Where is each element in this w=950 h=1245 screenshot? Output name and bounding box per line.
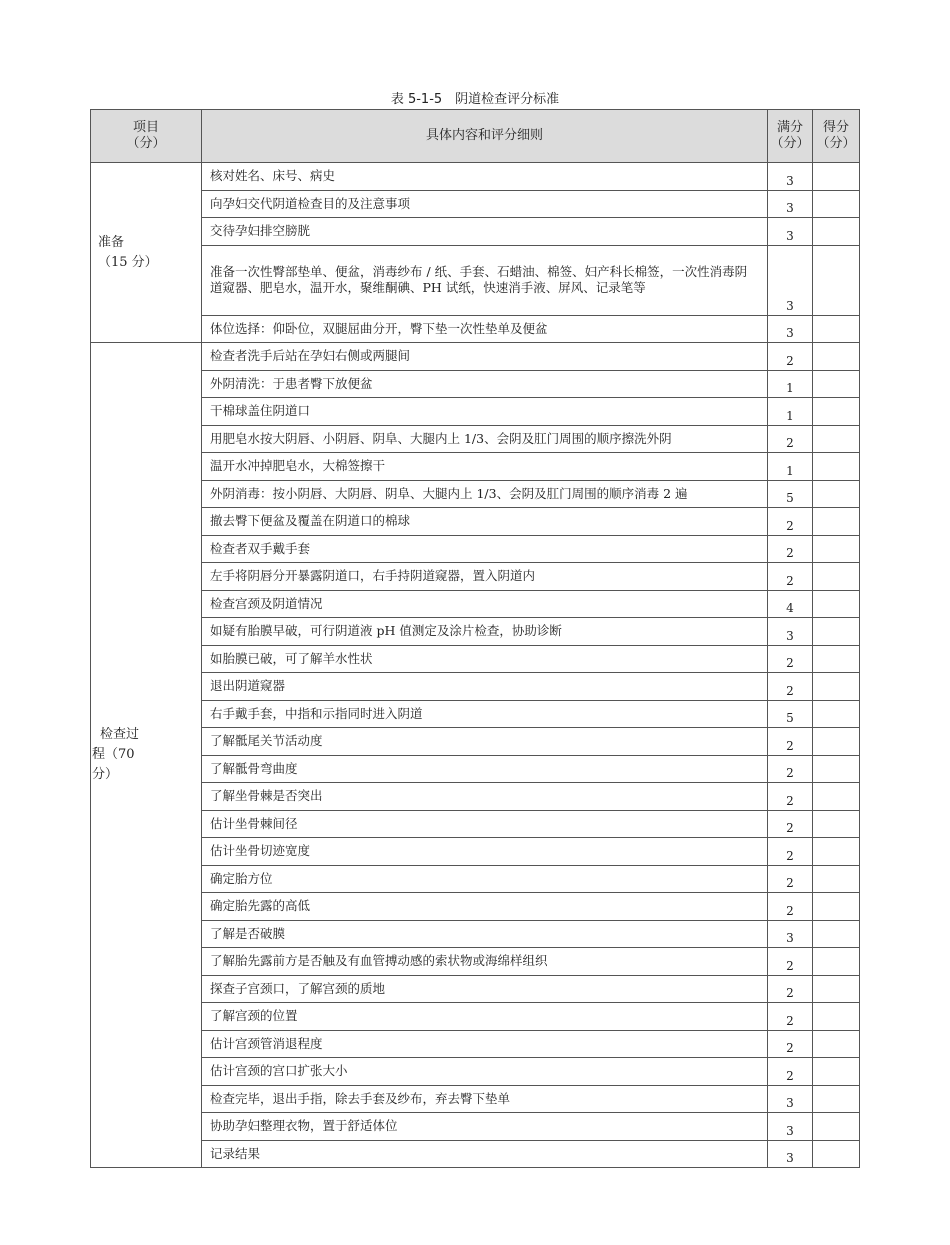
table-row	[91, 1113, 860, 1141]
scoring-table	[90, 109, 860, 1168]
table-row	[91, 315, 860, 343]
full-score: 2	[768, 1030, 813, 1058]
full-score: 1	[768, 370, 813, 398]
full-score: 3	[768, 618, 813, 646]
full-score: 2	[768, 563, 813, 591]
table-row	[91, 975, 860, 1003]
earned-score-cell[interactable]	[813, 728, 860, 756]
earned-score-cell[interactable]	[813, 453, 860, 481]
full-score: 2	[768, 728, 813, 756]
earned-score-cell[interactable]	[813, 1003, 860, 1031]
earned-score-cell[interactable]	[813, 755, 860, 783]
full-score: 2	[768, 535, 813, 563]
table-row	[91, 590, 860, 618]
criteria-text: 了解骶骨弯曲度	[202, 755, 768, 783]
criteria-text: 确定胎先露的高低	[202, 893, 768, 921]
table-row	[91, 865, 860, 893]
full-score: 2	[768, 783, 813, 811]
criteria-text: 检查者双手戴手套	[202, 535, 768, 563]
earned-score-cell[interactable]	[813, 218, 860, 246]
criteria-text: 体位选择：仰卧位，双腿屈曲分开，臀下垫一次性垫单及便盆	[202, 315, 768, 343]
full-score: 2	[768, 425, 813, 453]
table-row	[91, 1030, 860, 1058]
header-row	[91, 110, 860, 163]
table-row	[91, 920, 860, 948]
full-score: 3	[768, 218, 813, 246]
earned-score-cell[interactable]	[813, 645, 860, 673]
criteria-text: 准备一次性臀部垫单、便盆，消毒纱布 / 纸、手套、石蜡油、棉签、妇产科长棉签，一次性消毒阴道窥器、肥皂水，温开水，聚维酮碘、PH 试纸，快速消手液、屏风、记录笔等	[202, 245, 768, 315]
criteria-text: 估计坐骨棘间径	[202, 810, 768, 838]
full-score: 2	[768, 865, 813, 893]
criteria-text: 探查子宫颈口，了解宫颈的质地	[202, 975, 768, 1003]
full-score: 5	[768, 700, 813, 728]
full-score: 3	[768, 245, 813, 315]
header-full-score: 满分 （分）	[768, 110, 813, 163]
criteria-text: 检查完毕，退出手指，除去手套及纱布，弃去臀下垫单	[202, 1085, 768, 1113]
criteria-text: 交待孕妇排空膀胱	[202, 218, 768, 246]
criteria-text: 用肥皂水按大阴唇、小阴唇、阴阜、大腿内上 1/3、会阴及肛门周围的顺序擦洗外阴	[202, 425, 768, 453]
criteria-text: 左手将阴唇分开暴露阴道口，右手持阴道窥器，置入阴道内	[202, 563, 768, 591]
earned-score-cell[interactable]	[813, 1058, 860, 1086]
full-score: 3	[768, 1140, 813, 1168]
earned-score-cell[interactable]	[813, 1113, 860, 1141]
full-score: 3	[768, 1085, 813, 1113]
table-row	[91, 1140, 860, 1168]
header-item: 项目 （分）	[91, 110, 202, 163]
earned-score-cell[interactable]	[813, 865, 860, 893]
table-row	[91, 618, 860, 646]
full-score: 3	[768, 163, 813, 191]
criteria-text: 如胎膜已破，可了解羊水性状	[202, 645, 768, 673]
earned-score-cell[interactable]	[813, 618, 860, 646]
table-row	[91, 755, 860, 783]
criteria-text: 记录结果	[202, 1140, 768, 1168]
table-row	[91, 398, 860, 426]
criteria-text: 撤去臀下便盆及覆盖在阴道口的棉球	[202, 508, 768, 536]
criteria-text: 了解胎先露前方是否触及有血管搏动感的索状物或海绵样组织	[202, 948, 768, 976]
full-score: 3	[768, 315, 813, 343]
table-row	[91, 673, 860, 701]
earned-score-cell[interactable]	[813, 975, 860, 1003]
criteria-text: 如疑有胎膜早破，可行阴道液 pH 值测定及涂片检查，协助诊断	[202, 618, 768, 646]
earned-score-cell[interactable]	[813, 315, 860, 343]
table-row	[91, 1003, 860, 1031]
earned-score-cell[interactable]	[813, 590, 860, 618]
table-row	[91, 535, 860, 563]
table-row	[91, 838, 860, 866]
earned-score-cell[interactable]	[813, 810, 860, 838]
table-row	[91, 810, 860, 838]
criteria-text: 确定胎方位	[202, 865, 768, 893]
full-score: 2	[768, 810, 813, 838]
table-row	[91, 370, 860, 398]
full-score: 2	[768, 975, 813, 1003]
table-row	[91, 343, 860, 371]
earned-score-cell[interactable]	[813, 480, 860, 508]
criteria-text: 外阴清洗：于患者臀下放便盆	[202, 370, 768, 398]
table-row	[91, 508, 860, 536]
criteria-text: 估计宫颈管消退程度	[202, 1030, 768, 1058]
criteria-text: 估计宫颈的宫口扩张大小	[202, 1058, 768, 1086]
full-score: 2	[768, 948, 813, 976]
full-score: 5	[768, 480, 813, 508]
criteria-text: 了解坐骨棘是否突出	[202, 783, 768, 811]
criteria-text: 检查宫颈及阴道情况	[202, 590, 768, 618]
section-label: 准备 （15 分）	[91, 163, 202, 343]
criteria-text: 核对姓名、床号、病史	[202, 163, 768, 191]
earned-score-cell[interactable]	[813, 948, 860, 976]
full-score: 1	[768, 398, 813, 426]
table-row	[91, 893, 860, 921]
earned-score-cell[interactable]	[813, 1085, 860, 1113]
table-row	[91, 563, 860, 591]
criteria-text: 温开水冲掉肥皂水，大棉签擦干	[202, 453, 768, 481]
full-score: 1	[768, 453, 813, 481]
full-score: 2	[768, 343, 813, 371]
header-content: 具体内容和评分细则	[202, 110, 768, 163]
table-row	[91, 783, 860, 811]
table-row	[91, 1085, 860, 1113]
earned-score-cell[interactable]	[813, 508, 860, 536]
criteria-text: 右手戴手套，中指和示指同时进入阴道	[202, 700, 768, 728]
full-score: 4	[768, 590, 813, 618]
full-score: 3	[768, 190, 813, 218]
earned-score-cell[interactable]	[813, 245, 860, 315]
criteria-text: 协助孕妇整理衣物，置于舒适体位	[202, 1113, 768, 1141]
full-score: 2	[768, 838, 813, 866]
table-title: 表 5-1-5 阴道检查评分标准	[390, 92, 560, 107]
earned-score-cell[interactable]	[813, 920, 860, 948]
header-earned-score: 得分 （分）	[813, 110, 860, 163]
table-row	[91, 453, 860, 481]
earned-score-cell[interactable]	[813, 1030, 860, 1058]
earned-score-cell[interactable]	[813, 425, 860, 453]
full-score: 2	[768, 508, 813, 536]
table-row	[91, 218, 860, 246]
full-score: 2	[768, 673, 813, 701]
criteria-text: 估计坐骨切迹宽度	[202, 838, 768, 866]
table-row	[91, 645, 860, 673]
criteria-text: 了解是否破膜	[202, 920, 768, 948]
table-row	[91, 480, 860, 508]
table-row	[91, 728, 860, 756]
table-row	[91, 163, 860, 191]
full-score: 2	[768, 645, 813, 673]
earned-score-cell[interactable]	[813, 370, 860, 398]
full-score: 2	[768, 893, 813, 921]
full-score: 2	[768, 755, 813, 783]
full-score: 2	[768, 1058, 813, 1086]
full-score: 3	[768, 1113, 813, 1141]
earned-score-cell[interactable]	[813, 190, 860, 218]
earned-score-cell[interactable]	[813, 700, 860, 728]
earned-score-cell[interactable]	[813, 783, 860, 811]
table-row	[91, 1058, 860, 1086]
table-row	[91, 190, 860, 218]
earned-score-cell[interactable]	[813, 1140, 860, 1168]
earned-score-cell[interactable]	[813, 563, 860, 591]
table-row	[91, 948, 860, 976]
criteria-text: 向孕妇交代阴道检查目的及注意事项	[202, 190, 768, 218]
earned-score-cell[interactable]	[813, 163, 860, 191]
criteria-text: 干棉球盖住阴道口	[202, 398, 768, 426]
earned-score-cell[interactable]	[813, 838, 860, 866]
table-row	[91, 425, 860, 453]
criteria-text: 了解骶尾关节活动度	[202, 728, 768, 756]
criteria-text: 外阴消毒：按小阴唇、大阴唇、阴阜、大腿内上 1/3、会阴及肛门周围的顺序消毒 2 遍	[202, 480, 768, 508]
earned-score-cell[interactable]	[813, 893, 860, 921]
section-label: 检查过 程（70 分）	[91, 343, 202, 1168]
table-row	[91, 700, 860, 728]
full-score: 3	[768, 920, 813, 948]
earned-score-cell[interactable]	[813, 535, 860, 563]
criteria-text: 检查者洗手后站在孕妇右侧或两腿间	[202, 343, 768, 371]
earned-score-cell[interactable]	[813, 673, 860, 701]
criteria-text: 了解宫颈的位置	[202, 1003, 768, 1031]
earned-score-cell[interactable]	[813, 398, 860, 426]
criteria-text: 退出阴道窥器	[202, 673, 768, 701]
earned-score-cell[interactable]	[813, 343, 860, 371]
full-score: 2	[768, 1003, 813, 1031]
table-row	[91, 245, 860, 315]
